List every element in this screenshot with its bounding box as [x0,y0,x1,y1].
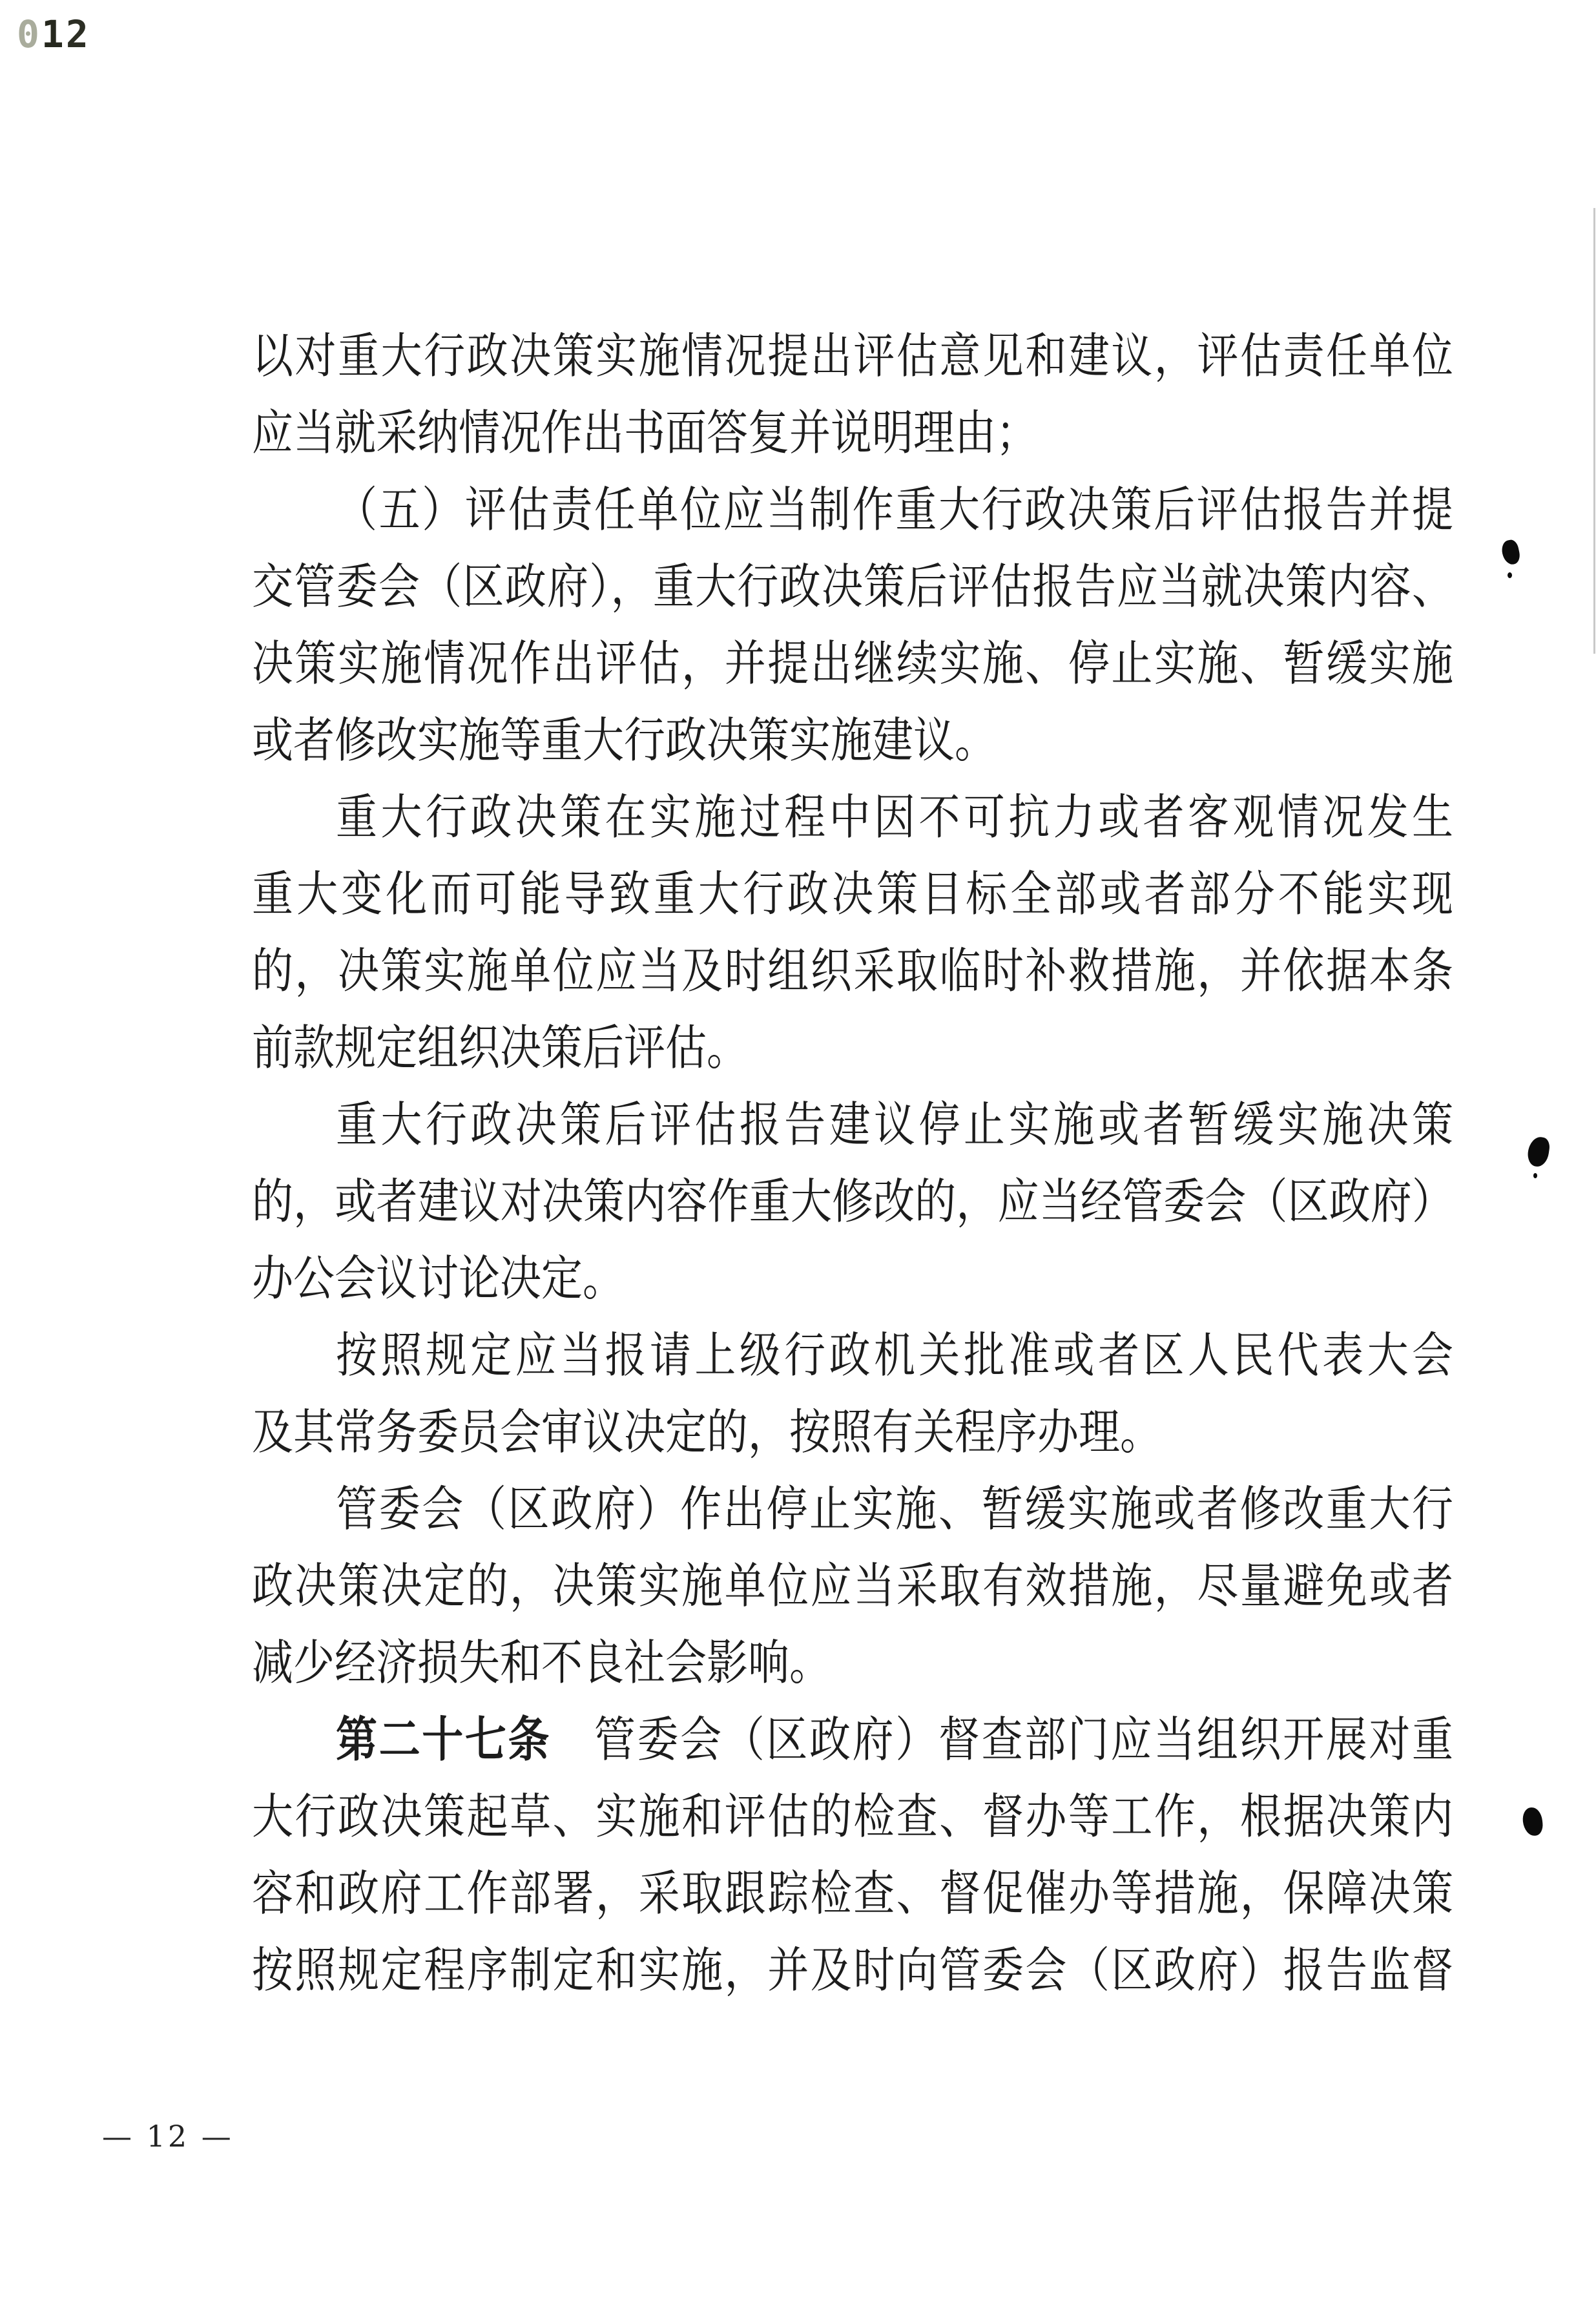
text-line: 容和政府工作部署，采取跟踪检查、督促催办等措施，保障决策 [252,1866,1453,1922]
text-line: 重大行政决策在实施过程中因不可抗力或者客观情况发生 [336,790,1453,846]
text-line: 决策实施情况作出评估，并提出继续实施、停止实施、暂缓实施 [252,636,1453,692]
stamp-digit: 1 [41,12,66,56]
stamp-digit: 2 [65,12,90,56]
text-line: 大行政决策起草、实施和评估的检查、督办等工作，根据决策内 [252,1789,1453,1846]
text-line-article-heading [252,1701,1453,1791]
text-line: 减少经济损失和不良社会影响。 [252,1636,831,1692]
text-line: 应当就采纳情况作出书面答复并说明理由； [252,406,1037,462]
text-line: 按照规定应当报请上级行政机关批准或者区人民代表大会 [336,1328,1453,1384]
article-number-label: 第二十七条 [336,1712,552,1769]
ink-blot [1522,1807,1544,1837]
text-line: 的，决策实施单位应当及时组织采取临时补救措施，并依据本条 [252,944,1453,1000]
text-line: 重大行政决策后评估报告建议停止实施或者暂缓实施决策 [336,1097,1453,1154]
text-line: 政决策决定的，决策实施单位应当采取有效措施，尽量避免或者 [252,1559,1453,1615]
ink-blot [1526,1136,1551,1168]
page-number: — 12 — [102,2119,234,2154]
text-line: 交管委会（区政府），重大行政决策后评估报告应当就决策内容、 [252,559,1453,616]
text-line: 办公会议讨论决定。 [252,1251,624,1307]
text-line: 前款规定组织决策后评估。 [252,1021,748,1077]
stamp-digit: 0 [17,12,41,56]
text-line: 重大变化而可能导致重大行政决策目标全部或者部分不能实现 [252,867,1453,923]
ink-speck [1508,572,1512,578]
text-line: 按照规定程序制定和实施，并及时向管委会（区政府）报告监督 [252,1943,1453,1999]
ink-blot [1500,539,1521,567]
text-line: 管委会（区政府）作出停止实施、暂缓实施或者修改重大行 [336,1482,1453,1538]
scan-edge-artifact [1593,208,1595,654]
text-line: 的，或者建议对决策内容作重大修改的，应当经管委会（区政府） [252,1174,1453,1231]
ink-speck [1533,1173,1537,1178]
archive-stamp-number [17,12,90,56]
body-text [252,318,1453,2009]
text-line: 或者修改实施等重大行政决策实施建议。 [252,713,996,769]
text-line: （五）评估责任单位应当制作重大行政决策后评估报告并提 [336,483,1453,539]
text-line: 以对重大行政决策实施情况提出评估意见和建议，评估责任单位 [252,329,1453,385]
text-line: 管委会（区政府）督查部门应当组织开展对重 [551,1712,1454,1769]
text-line: 及其常务委员会审议决定的，按照有关程序办理。 [252,1405,1161,1461]
